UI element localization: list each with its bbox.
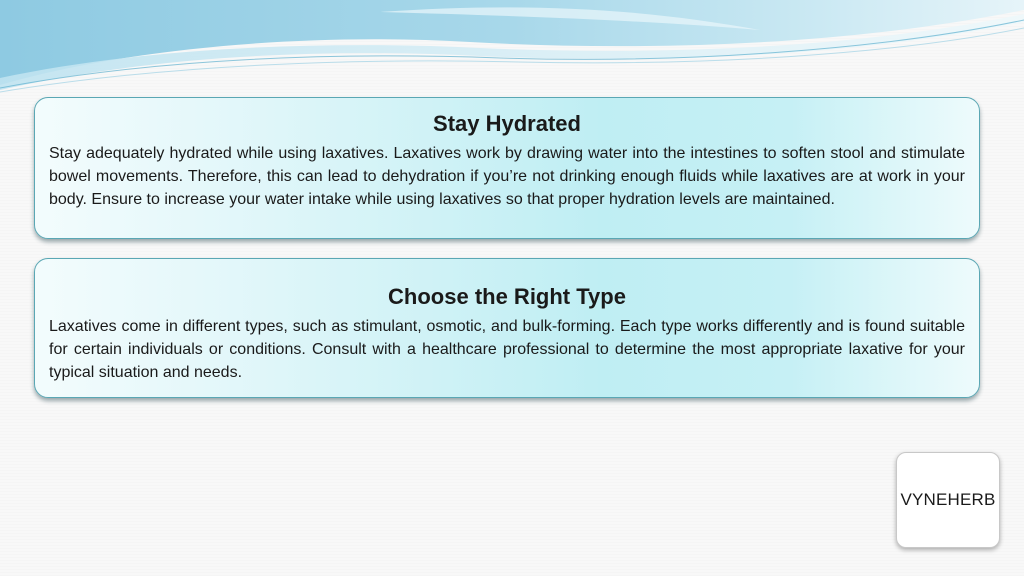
section-title: Choose the Right Type	[388, 284, 626, 309]
section-card-choose-right-type	[34, 258, 980, 398]
section-card-stay-hydrated	[34, 97, 980, 239]
top-wave-decoration	[0, 0, 1024, 100]
section-body: Stay adequately hydrated while using laxatives. Laxatives work by drawing water into the intestines to soften stool and stimulate bowel movements. Therefore, this can lead to dehydration if you’re not drinking enough fluids while laxatives are at work in your body. Ensure to increase your water intake while using laxatives so that proper hydration levels are maintained.	[49, 145, 965, 208]
section-body: Laxatives come in different types, such as stimulant, osmotic, and bulk-forming. Each type works differently and is found suitable for certain individuals or conditions. Consult with a healthcare professional to determine the most appropriate laxative for your typical situation and needs.	[49, 318, 965, 381]
section-title: Stay Hydrated	[433, 111, 581, 136]
brand-logo-text: VYNEHERB	[900, 490, 996, 509]
brand-logo-box	[896, 452, 1000, 548]
